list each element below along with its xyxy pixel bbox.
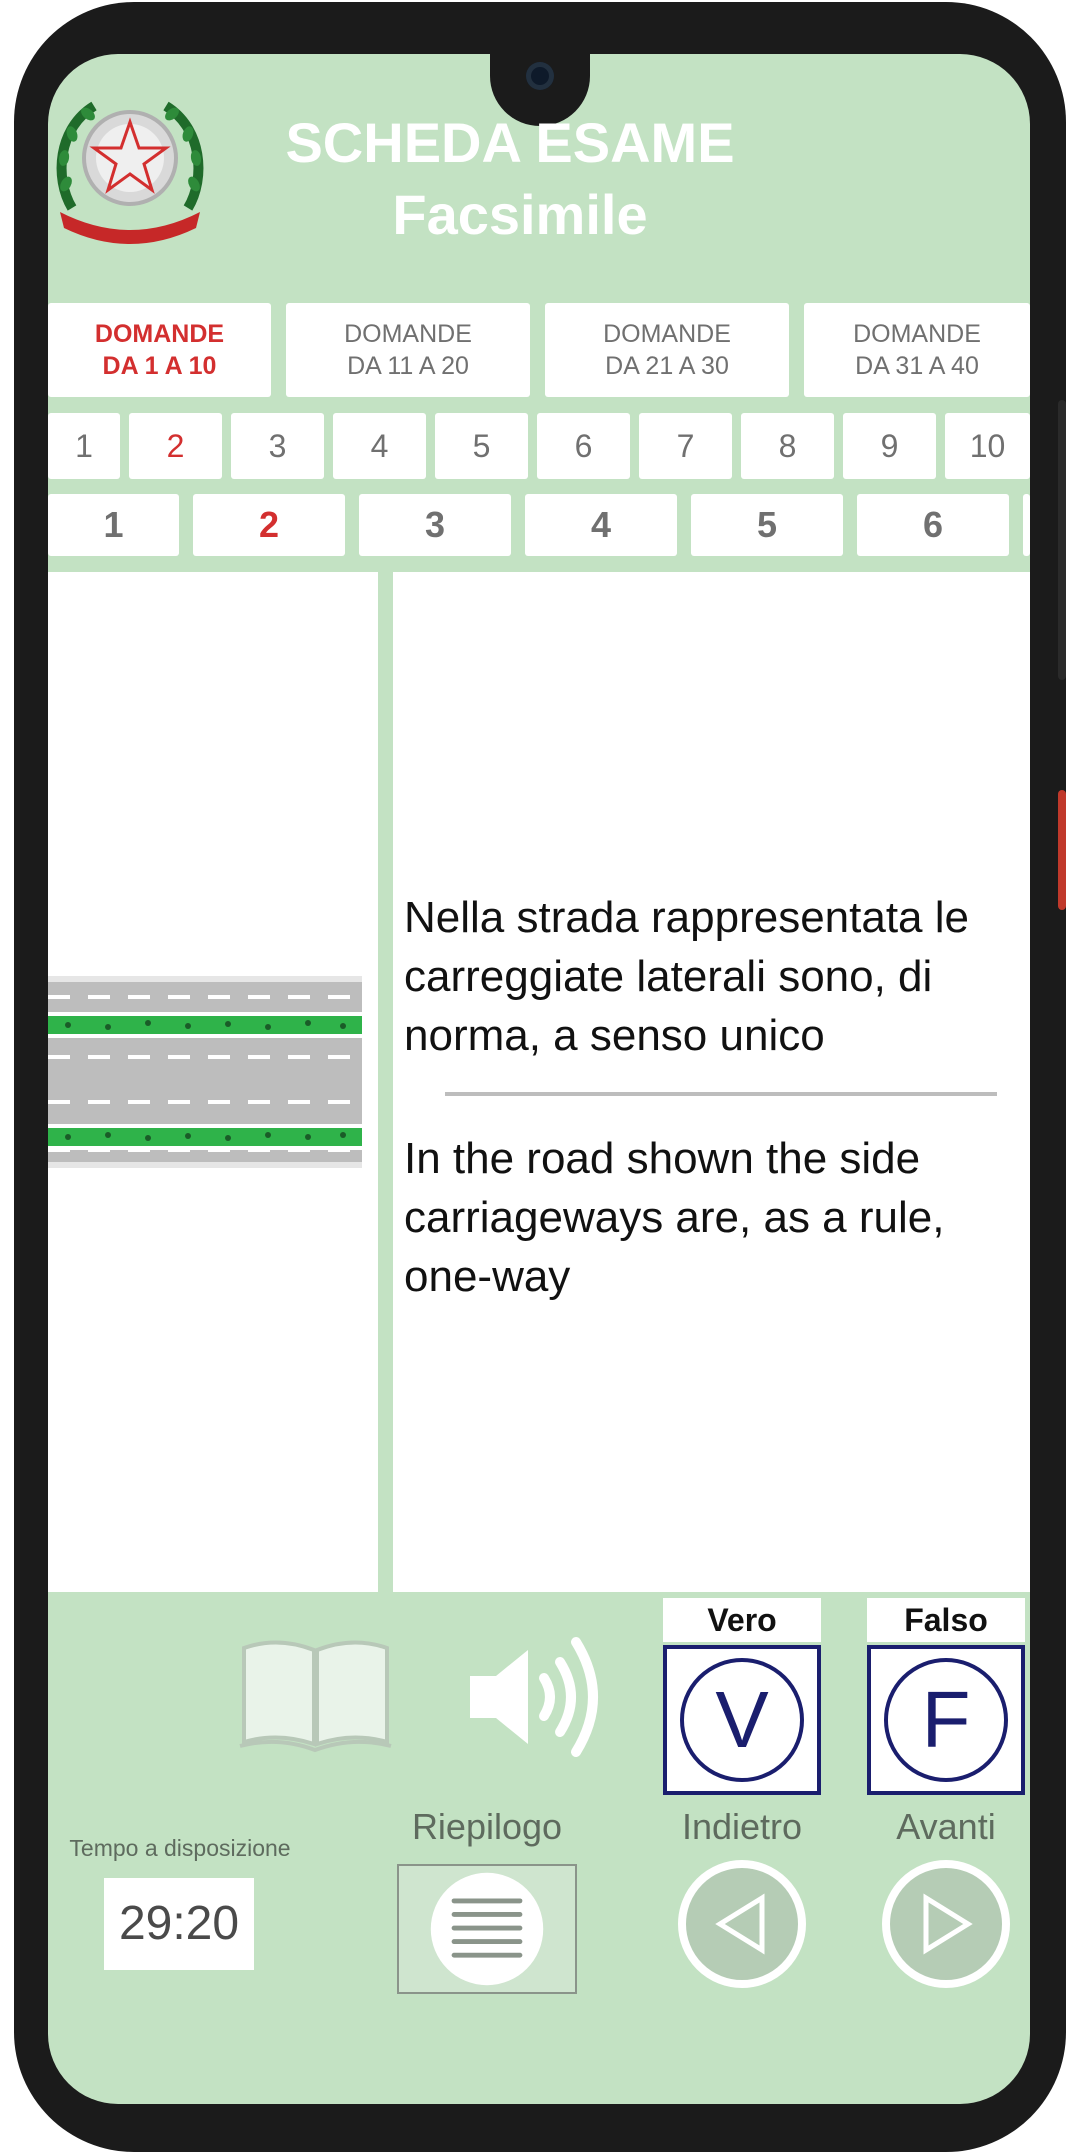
true-label: Vero <box>663 1598 821 1642</box>
tab-domande-31-40[interactable] <box>804 303 1030 397</box>
tab-domande-1-10[interactable] <box>48 303 271 397</box>
page-subtitle: Facsimile <box>392 183 648 246</box>
back-label: Indietro <box>681 1806 803 1847</box>
sub-number-3[interactable]: 3 <box>359 494 511 556</box>
phone-side-button <box>1058 400 1066 680</box>
question-text-english: In the road shown the side carriageways are, as a rule, one-way <box>404 1134 945 1301</box>
question-number-2[interactable]: 2 <box>129 413 222 479</box>
question-number-7[interactable]: 7 <box>639 413 732 479</box>
next-label: Avanti <box>896 1806 996 1847</box>
tab-label-line2: DA 1 A 10 <box>102 352 217 380</box>
tab-label-line2: DA 11 A 20 <box>347 352 469 380</box>
speaker-icon[interactable] <box>466 1628 606 1766</box>
summary-button[interactable] <box>397 1864 577 1994</box>
question-number-5[interactable]: 5 <box>435 413 528 479</box>
false-answer-button[interactable] <box>867 1645 1025 1795</box>
sub-number-2[interactable]: 2 <box>193 494 345 556</box>
chevron-right-icon <box>880 1860 1012 1992</box>
tab-label-line1: DOMANDE <box>344 320 472 348</box>
tab-label-line2: DA 21 A 30 <box>605 352 729 380</box>
question-number-10[interactable]: 10 <box>945 413 1030 479</box>
sub-number-7[interactable] <box>1023 494 1030 556</box>
true-letter: V <box>715 1675 769 1764</box>
tab-label-line1: DOMANDE <box>603 320 731 348</box>
tab-label-line1: DOMANDE <box>94 320 225 348</box>
next-button[interactable] <box>880 1860 1012 1992</box>
phone-power-button <box>1058 790 1066 910</box>
false-letter: F <box>921 1675 971 1764</box>
question-number-6[interactable]: 6 <box>537 413 630 479</box>
repubblica-emblem-icon <box>50 88 210 248</box>
question-divider <box>445 1092 997 1096</box>
question-text-italian: Nella strada rappresentata le carreggiate laterali sono, di norma, a senso unico <box>404 893 969 1060</box>
sub-number-1[interactable]: 1 <box>48 494 179 556</box>
sub-number-4[interactable]: 4 <box>525 494 677 556</box>
tab-domande-21-30[interactable] <box>545 303 789 397</box>
false-label: Falso <box>867 1598 1025 1642</box>
tab-label-line2: DA 31 A 40 <box>855 352 979 380</box>
page-title: SCHEDA ESAME <box>285 111 735 174</box>
timer: 29:20 <box>104 1878 254 1970</box>
divided-road-icon <box>48 572 378 1592</box>
sub-number-6[interactable]: 6 <box>857 494 1009 556</box>
list-icon <box>399 1866 575 1992</box>
question-text-panel <box>393 572 1030 1592</box>
question-number-4[interactable]: 4 <box>333 413 426 479</box>
back-button[interactable] <box>676 1860 808 1992</box>
summary-label: Riepilogo <box>411 1806 563 1847</box>
tab-domande-11-20[interactable] <box>286 303 530 397</box>
tab-label-line1: DOMANDE <box>853 320 981 348</box>
time-label: Tempo a disposizione <box>69 1835 291 1861</box>
question-image-panel <box>48 572 378 1592</box>
question-number-3[interactable]: 3 <box>231 413 324 479</box>
sub-number-5[interactable]: 5 <box>691 494 843 556</box>
true-answer-button[interactable] <box>663 1645 821 1795</box>
question-number-1[interactable]: 1 <box>48 413 120 479</box>
question-number-8[interactable]: 8 <box>741 413 834 479</box>
open-book-icon[interactable] <box>238 1636 393 1754</box>
chevron-left-icon <box>676 1860 808 1992</box>
question-number-9[interactable]: 9 <box>843 413 936 479</box>
